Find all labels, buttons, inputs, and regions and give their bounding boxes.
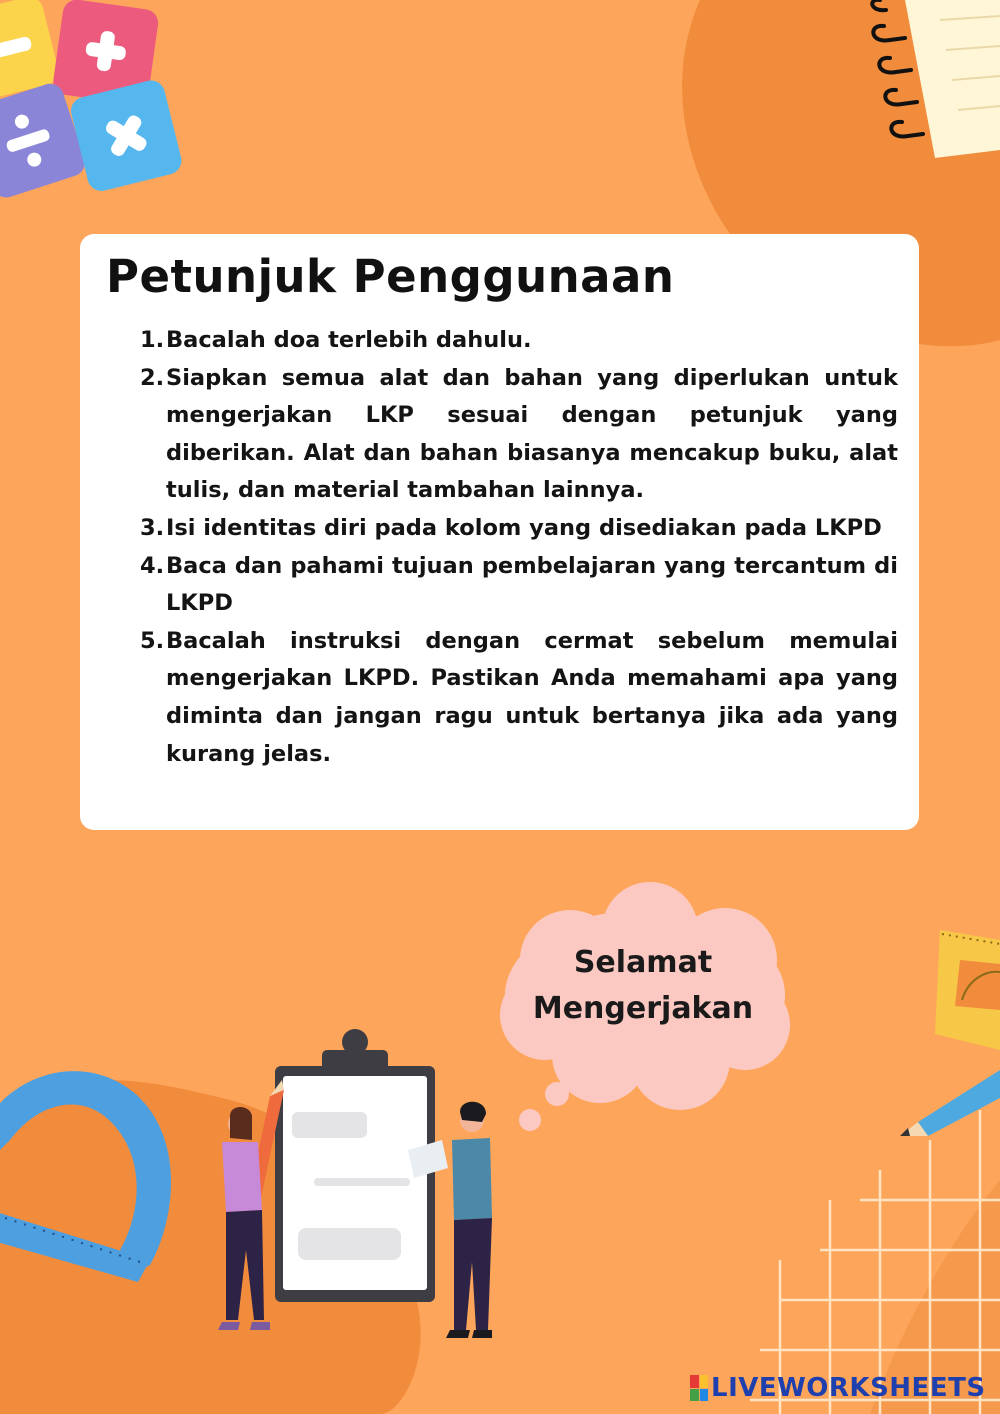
set-square-icon: [935, 930, 1000, 1050]
card-title: Petunjuk Penggunaan: [106, 250, 675, 303]
instructions-card: [80, 234, 919, 830]
liveworksheets-logo[interactable]: [690, 1370, 986, 1406]
step-number: 5.: [140, 627, 165, 654]
steps-list: [80, 322, 898, 773]
liveworksheets-mark-icon: [690, 1375, 708, 1401]
list-item: [80, 360, 898, 510]
list-item: [80, 510, 898, 548]
pencil-icon: [900, 1070, 1000, 1136]
step-number: 4.: [140, 552, 165, 579]
list-item: [80, 623, 898, 773]
thought-bubble-text: [513, 940, 773, 1032]
bubble-line-1: Selamat: [573, 945, 713, 980]
step-number: 1.: [140, 327, 165, 353]
step-text: Baca dan pahami tujuan pembelajaran yang tercantum di LKPD: [166, 552, 898, 617]
step-text: Bacalah doa terlebih dahulu.: [166, 327, 532, 353]
step-number: 3.: [140, 514, 165, 541]
list-item: [80, 548, 898, 623]
step-text: Bacalah instruksi dengan cermat sebelum memulai mengerjakan LKPD. Pastikan Anda memahami apa yang diminta dan jangan ragu untuk bertanya jika ada yang kurang jelas.: [166, 627, 898, 767]
math-symbols-icon: [0, 0, 184, 201]
step-number: 2.: [140, 364, 165, 391]
clipboard-icon: [275, 1029, 435, 1302]
liveworksheets-text: LIVEWORKSHEETS: [711, 1373, 986, 1403]
list-item: [80, 322, 898, 360]
bubble-line-2: Mengerjakan: [532, 991, 754, 1026]
step-text: Siapkan semua alat dan bahan yang diperlukan untuk mengerjakan LKP sesuai dengan petunjuk yang diberikan. Alat dan bahan biasanya mencakup buku, alat tulis, dan material tambahan lainnya.: [166, 364, 898, 504]
step-text: Isi identitas diri pada kolom yang disediakan pada LKPD: [166, 514, 882, 541]
